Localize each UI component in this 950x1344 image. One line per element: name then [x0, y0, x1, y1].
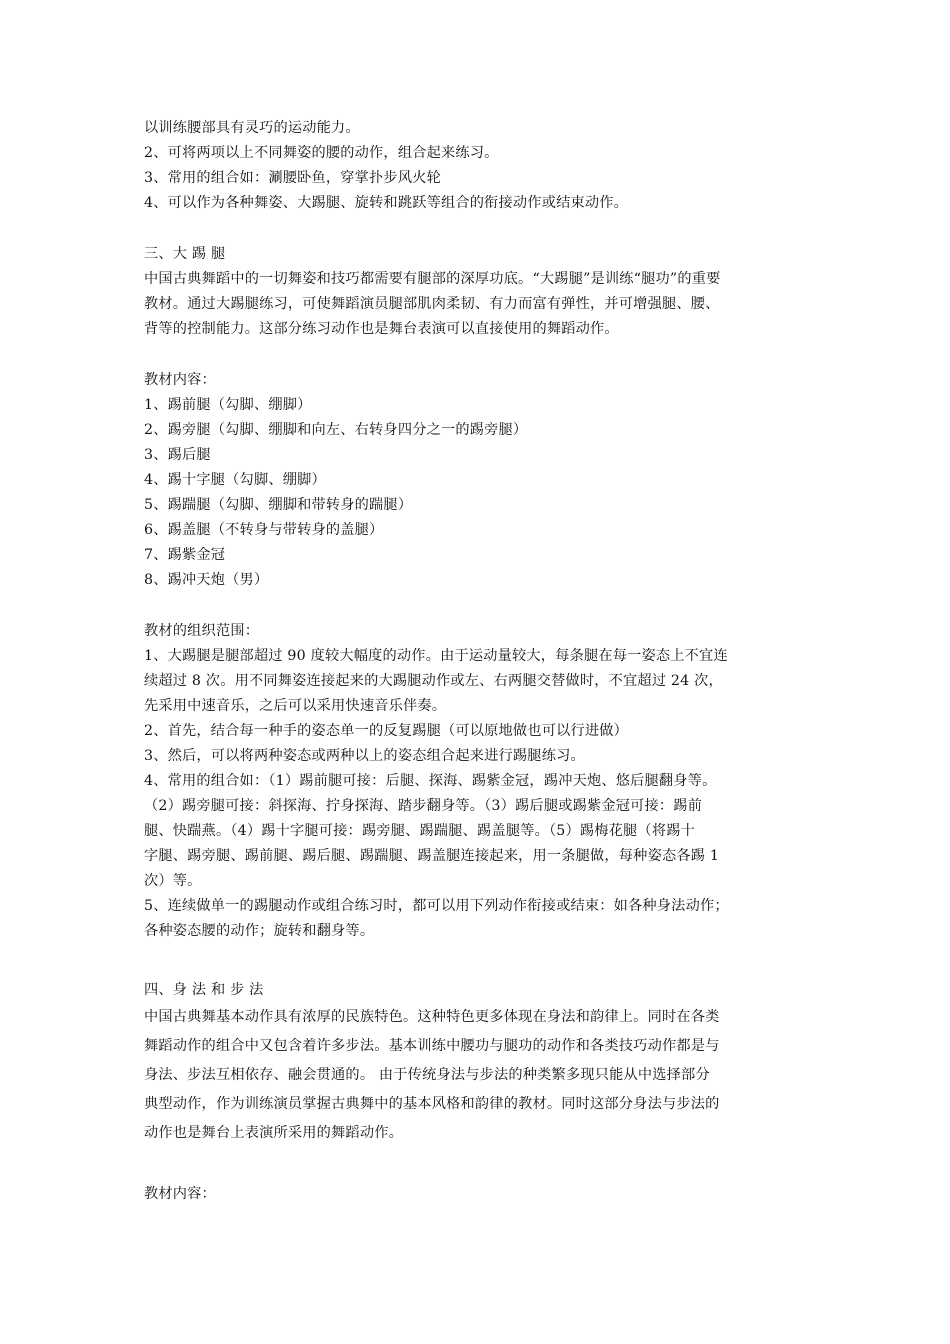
spacer [144, 944, 810, 978]
section-heading-kick: 三、大 踢 腿 [144, 246, 226, 262]
content-label: 教材内容： [144, 1186, 216, 1202]
list-item: 6、踢盖腿（不转身与带转身的盖腿） [144, 522, 384, 538]
paragraph-line: 字腿、踢旁腿、踢前腿、踢后腿、踢踹腿、踢盖腿连接起来，用一条腿做，每种姿态各踢 1 [144, 848, 720, 864]
paragraph-line: 教材。通过大踢腿练习，可使舞蹈演员腿部肌肉柔韧、有力而富有弹性，并可增强腿、腰、 [144, 296, 720, 312]
list-item: 4、可以作为各种舞姿、大踢腿、旋转和跳跃等组合的衔接动作或结束动作。 [144, 195, 629, 211]
paragraph-line: 动作也是舞台上表演所采用的舞蹈动作。 [144, 1125, 403, 1141]
paragraph-line: 中国古典舞基本动作具有浓厚的民族特色。这种特色更多体现在身法和韵律上。同时在各类 [144, 1009, 720, 1025]
paragraph-line: 3、然后，可以将两种姿态或两种以上的姿态组合起来进行踢腿练习。 [144, 748, 585, 764]
body-steps-section [144, 978, 810, 1207]
paragraph-line: 腿、快踹燕。（4）踢十字腿可接：踢旁腿、踢踹腿、踢盖腿等。（5）踢梅花腿（将踢十 [144, 823, 695, 839]
spacer [144, 593, 810, 619]
list-item: 3、常用的组合如：涮腰卧鱼，穿掌扑步风火轮 [144, 170, 441, 186]
list-item: 4、踢十字腿（勾脚、绷脚） [144, 472, 326, 488]
scope-label: 教材的组织范围： [144, 623, 260, 639]
spacer [144, 342, 810, 368]
list-item: 2、踢旁腿（勾脚、绷脚和向左、右转身四分之一的踢旁腿） [144, 422, 528, 438]
paragraph-line: 5、连续做单一的踢腿动作或组合练习时，都可以用下列动作衔接或结束：如各种身法动作； [144, 898, 729, 914]
paragraph-line: 各种姿态腰的动作；旋转和翻身等。 [144, 923, 375, 939]
text-line: 以训练腰部具有灵巧的运动能力。 [144, 120, 360, 136]
list-item: 2、可将两项以上不同舞姿的腰的动作，组合起来练习。 [144, 145, 499, 161]
paragraph-line: 身法、步法互相依存、融会贯通的。 由于传统身法与步法的种类繁多现只能从中选择部分 [144, 1067, 710, 1083]
paragraph-line: 先采用中速音乐，之后可以采用快速音乐伴奏。 [144, 698, 447, 714]
list-item: 3、踢后腿 [144, 447, 211, 463]
list-item: 8、踢冲天炮（男） [144, 572, 269, 588]
paragraph-line: 1、大踢腿是腿部超过 90 度较大幅度的动作。由于运动量较大，每条腿在每一姿态上不宜连 [144, 648, 728, 664]
paragraph-line: 背等的控制能力。这部分练习动作也是舞台表演可以直接使用的舞蹈动作。 [144, 321, 619, 337]
paragraph-line: 4、常用的组合如：（1）踢前腿可接：后腿、探海、踢紫金冠，踢冲天炮、悠后腿翻身等。 [144, 773, 717, 789]
spacer [144, 216, 810, 242]
paragraph-line: 续超过 8 次。用不同舞姿连接起来的大踢腿动作或左、右两腿交替做时，不宜超过 24 次， [144, 673, 723, 689]
spacer [144, 1148, 810, 1182]
paragraph-line: 2、首先，结合每一种手的姿态单一的反复踢腿（可以原地做也可以行进做） [144, 723, 629, 739]
paragraph-line: 中国古典舞蹈中的一切舞姿和技巧都需要有腿部的深厚功底。“大踢腿”是训练“腿功”的重要 [144, 271, 721, 287]
paragraph-line: 典型动作，作为训练演员掌握古典舞中的基本风格和韵律的教材。同时这部分身法与步法的 [144, 1096, 720, 1112]
waist-section-tail [144, 116, 810, 216]
document-page [144, 116, 810, 1207]
kick-section [144, 242, 810, 944]
paragraph-line: （2）踢旁腿可接：斜探海、拧身探海、踏步翻身等。（3）踢后腿或踢紫金冠可接：踢前 [144, 798, 703, 814]
list-item: 5、踢踹腿（勾脚、绷脚和带转身的踹腿） [144, 497, 413, 513]
list-item: 1、踢前腿（勾脚、绷脚） [144, 397, 312, 413]
content-label: 教材内容： [144, 372, 216, 388]
paragraph-line: 舞蹈动作的组合中又包含着许多步法。基本训练中腰功与腿功的动作和各类技巧动作都是与 [144, 1038, 720, 1054]
section-heading-body-steps: 四、身 法 和 步 法 [144, 982, 264, 998]
paragraph-line: 次）等。 [144, 873, 202, 889]
list-item: 7、踢紫金冠 [144, 547, 226, 563]
